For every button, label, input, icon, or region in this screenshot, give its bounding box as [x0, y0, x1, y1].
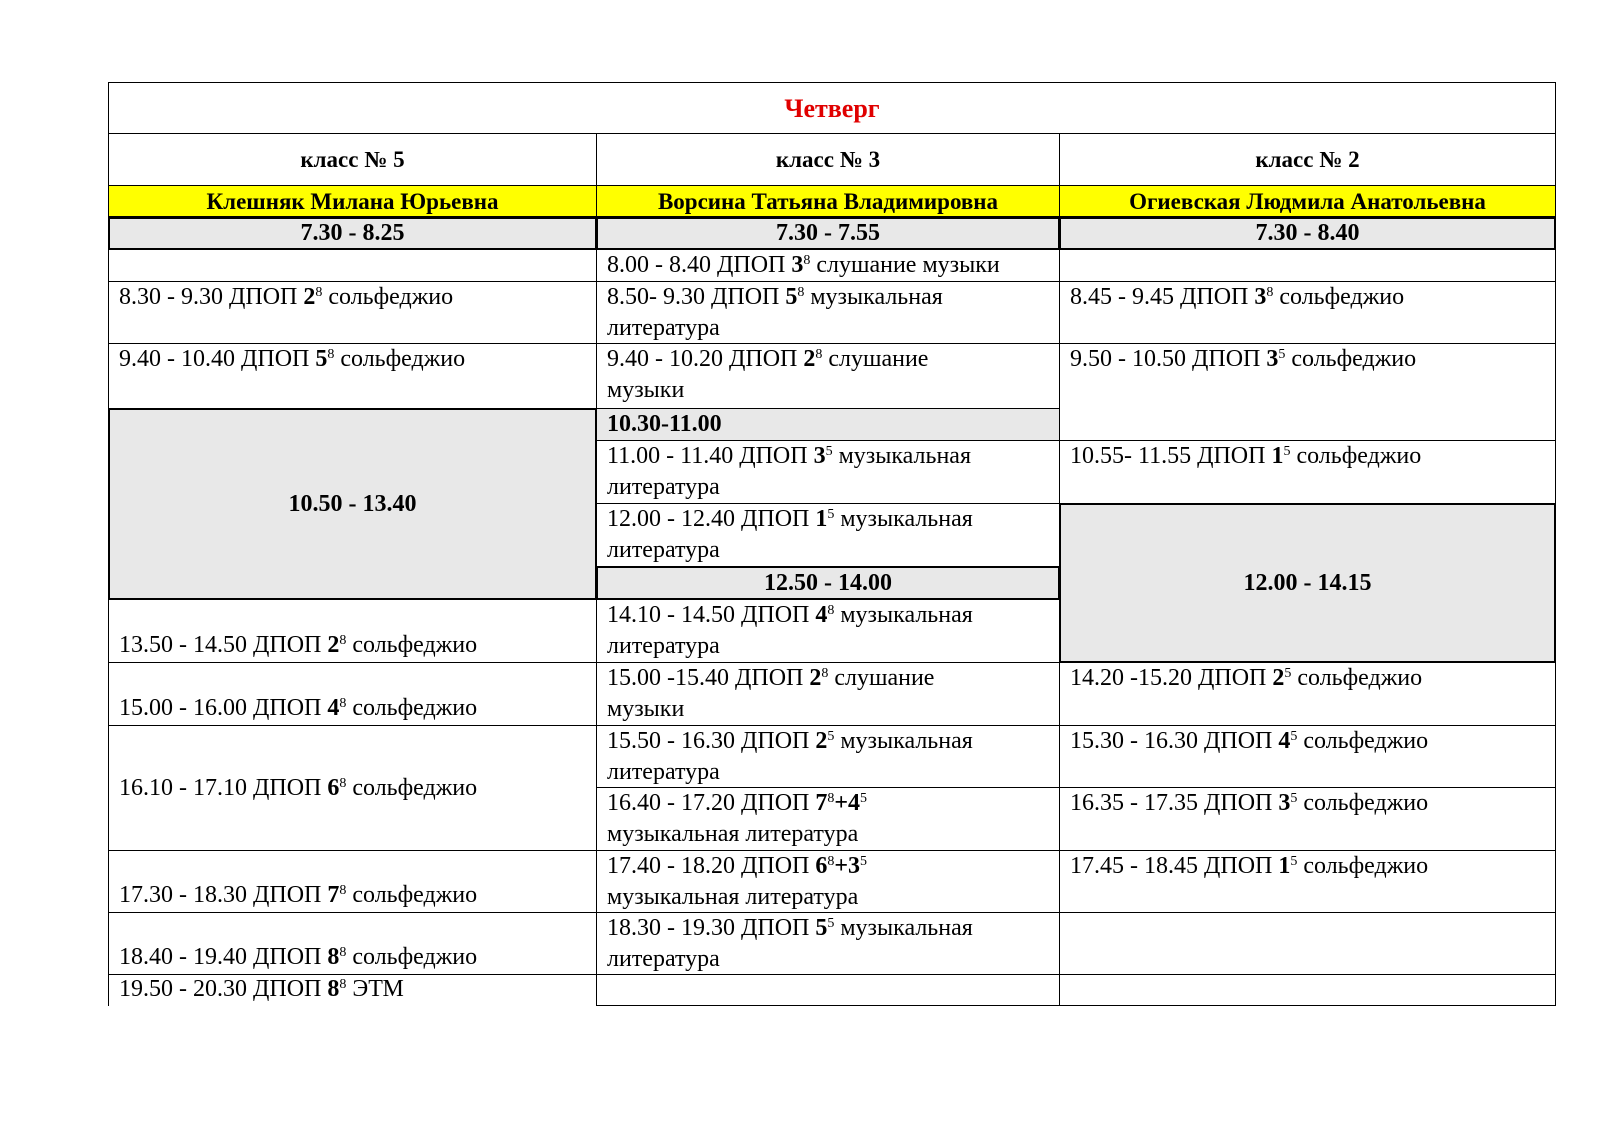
teacher-name-2: Огиевская Людмила Анатольевна	[1059, 185, 1556, 217]
lesson-cell: 8.30 - 9.30 ДПОП $2^8$ сольфеджио	[108, 281, 597, 344]
lesson-cell: 8.00 - 8.40 ДПОП $3^8$ слушание музыки	[596, 249, 1060, 282]
break-slot: 12.00 - 14.15	[1059, 503, 1556, 663]
break-slot: 12.50 - 14.00	[596, 566, 1060, 600]
teacher-name-3: Ворсина Татьяна Владимировна	[596, 185, 1060, 217]
teacher-name-5: Клешняк Милана Юрьевна	[108, 185, 597, 217]
lesson-cell: 16.35 - 17.35 ДПОП $3^5$ сольфеджио	[1059, 787, 1556, 851]
lesson-cell: 14.10 - 14.50 ДПОП $4^8$ музыкальная литература	[596, 599, 1060, 663]
lesson-cell: 16.40 - 17.20 ДПОП $7^8+4^5$ музыкальная литература	[596, 787, 1060, 851]
lesson-cell: 9.50 - 10.50 ДПОП $3^5$ сольфеджио	[1059, 343, 1556, 441]
lesson-cell: 16.10 - 17.10 ДПОП $6^8$ сольфеджио	[108, 725, 597, 851]
lesson-cell: 15.30 - 16.30 ДПОП $4^5$ сольфеджио	[1059, 725, 1556, 788]
lesson-cell: 15.00 -15.40 ДПОП $2^8$ слушание музыки	[596, 662, 1060, 726]
lesson-cell: 17.30 - 18.30 ДПОП $7^8$ сольфеджио	[108, 850, 597, 913]
class-header-3: класс № 3	[596, 133, 1060, 186]
lesson-cell: 9.40 - 10.40 ДПОП $5^8$ сольфеджио	[108, 343, 597, 409]
lesson-cell: 12.00 - 12.40 ДПОП $1^5$ музыкальная литература	[596, 503, 1060, 567]
class-header-5: класс № 5	[108, 133, 597, 186]
break-slot: 7.30 - 8.25	[108, 217, 597, 250]
empty-cell	[108, 249, 597, 282]
lesson-cell: 18.30 - 19.30 ДПОП $5^5$ музыкальная литература	[596, 912, 1060, 975]
class-header-2: класс № 2	[1059, 133, 1556, 186]
lesson-cell: 19.50 - 20.30 ДПОП $8^8$ ЭТМ	[108, 974, 597, 1006]
break-slot: 10.30-11.00	[596, 408, 1060, 441]
lesson-cell: 9.40 - 10.20 ДПОП $2^8$ слушание музыки	[596, 343, 1060, 409]
empty-cell	[1059, 912, 1556, 975]
empty-cell	[596, 974, 1060, 1006]
lesson-cell: 15.00 - 16.00 ДПОП $4^8$ сольфеджио	[108, 662, 597, 726]
break-slot: 7.30 - 8.40	[1059, 217, 1556, 250]
day-title: Четверг	[108, 82, 1556, 134]
break-slot: 7.30 - 7.55	[596, 217, 1060, 250]
lesson-cell: 17.40 - 18.20 ДПОП $6^8+3^5$ музыкальная литература	[596, 850, 1060, 913]
break-slot: 10.50 - 13.40	[108, 408, 597, 600]
lesson-cell: 17.45 - 18.45 ДПОП $1^5$ сольфеджио	[1059, 850, 1556, 913]
lesson-cell: 10.55- 11.55 ДПОП $1^5$ сольфеджио	[1059, 440, 1556, 504]
lesson-cell: 8.45 - 9.45 ДПОП $3^8$ сольфеджио	[1059, 281, 1556, 344]
lesson-cell: 14.20 -15.20 ДПОП $2^5$ сольфеджио	[1059, 662, 1556, 726]
lesson-cell: 18.40 - 19.40 ДПОП $8^8$ сольфеджио	[108, 912, 597, 975]
lesson-cell: 15.50 - 16.30 ДПОП $2^5$ музыкальная литература	[596, 725, 1060, 788]
empty-cell	[1059, 249, 1556, 282]
lesson-cell: 11.00 - 11.40 ДПОП $3^5$ музыкальная литература	[596, 440, 1060, 504]
empty-cell	[1059, 974, 1556, 1006]
lesson-cell: 13.50 - 14.50 ДПОП $2^8$ сольфеджио	[108, 599, 597, 663]
lesson-cell: 8.50- 9.30 ДПОП $5^8$ музыкальная литература	[596, 281, 1060, 344]
